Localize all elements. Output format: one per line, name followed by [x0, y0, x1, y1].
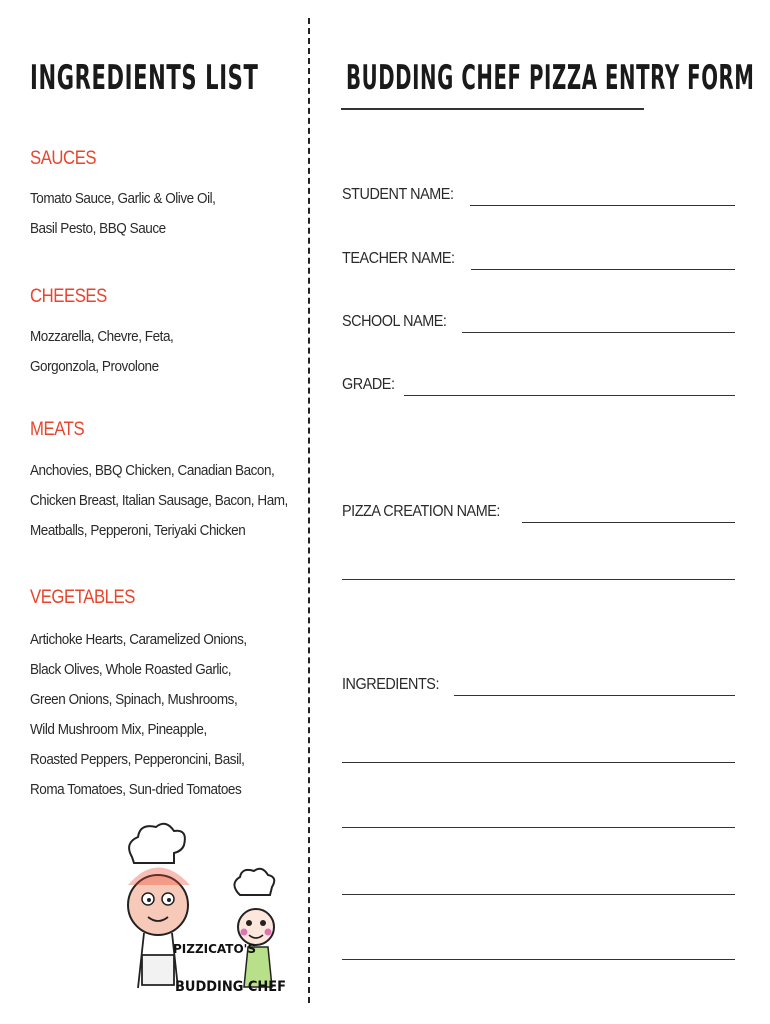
list-item: Artichoke Hearts, Caramelized Onions,	[30, 631, 247, 648]
small-chef-hat-icon	[234, 869, 274, 895]
chef-hat-icon	[129, 824, 185, 863]
list-item: Meatballs, Pepperoni, Teriyaki Chicken	[30, 522, 246, 539]
list-item: Basil Pesto, BBQ Sauce	[30, 220, 166, 237]
ingredients-list-title: INGREDIENTS LIST	[30, 58, 259, 98]
list-item: Anchovies, BBQ Chicken, Canadian Bacon,	[30, 462, 275, 479]
vegetables-heading: VEGETABLES	[30, 587, 135, 608]
logo-line1: PIZZICATO'S	[173, 942, 256, 956]
list-item: Wild Mushroom Mix, Pineapple,	[30, 721, 207, 738]
logo-line2: BUDDING CHEF	[175, 978, 287, 996]
pizza-creation-name-line[interactable]	[522, 521, 736, 523]
ingredients-extra-line[interactable]	[342, 959, 735, 960]
dashed-divider	[308, 18, 310, 1003]
list-item: Roasted Peppers, Pepperoncini, Basil,	[30, 751, 245, 768]
teacher-name-line[interactable]	[471, 268, 735, 270]
ingredients-line[interactable]	[454, 694, 735, 696]
list-item: Roma Tomatoes, Sun-dried Tomatoes	[30, 781, 242, 798]
ingredients-extra-line[interactable]	[342, 827, 735, 828]
budding-chef-logo	[118, 815, 288, 1000]
student-name-label: STUDENT NAME:	[342, 186, 454, 203]
sauces-heading: SAUCES	[30, 148, 97, 169]
ingredients-extra-line[interactable]	[342, 762, 735, 763]
list-item: Chicken Breast, Italian Sausage, Bacon, Ham,	[30, 492, 288, 509]
ingredients-label: INGREDIENTS:	[342, 676, 440, 693]
list-item: Green Onions, Spinach, Mushrooms,	[30, 691, 238, 708]
pizza-creation-name-field[interactable]	[342, 497, 735, 523]
school-name-field[interactable]	[342, 307, 735, 333]
student-name-field[interactable]	[342, 180, 735, 206]
pizza-creation-name-label: PIZZA CREATION NAME:	[342, 503, 500, 520]
meats-heading: MEATS	[30, 419, 85, 440]
entry-form-title: BUDDING CHEF PIZZA ENTRY FORM	[346, 58, 755, 98]
grade-line[interactable]	[404, 394, 735, 396]
grade-field[interactable]	[342, 370, 735, 396]
list-item: Mozzarella, Chevre, Feta,	[30, 328, 174, 345]
list-item: Tomato Sauce, Garlic & Olive Oil,	[30, 190, 216, 207]
list-item: Black Olives, Whole Roasted Garlic,	[30, 661, 232, 678]
student-name-line[interactable]	[470, 204, 735, 206]
list-item: Gorgonzola, Provolone	[30, 358, 159, 375]
ingredients-field[interactable]	[342, 670, 735, 696]
cheeses-heading: CHEESES	[30, 286, 107, 307]
school-name-line[interactable]	[462, 331, 735, 333]
child-face-icon	[238, 909, 274, 945]
teacher-name-field[interactable]	[342, 244, 735, 270]
sauces-list	[30, 184, 300, 244]
grade-label: GRADE:	[342, 376, 395, 393]
ingredients-extra-line[interactable]	[342, 894, 735, 895]
title-underline	[341, 108, 644, 110]
cheeses-list	[30, 322, 300, 382]
teacher-name-label: TEACHER NAME:	[342, 250, 455, 267]
pizza-creation-extra-line[interactable]	[342, 579, 735, 580]
vegetables-list	[30, 625, 300, 805]
meats-list	[30, 456, 300, 546]
school-name-label: SCHOOL NAME:	[342, 313, 447, 330]
